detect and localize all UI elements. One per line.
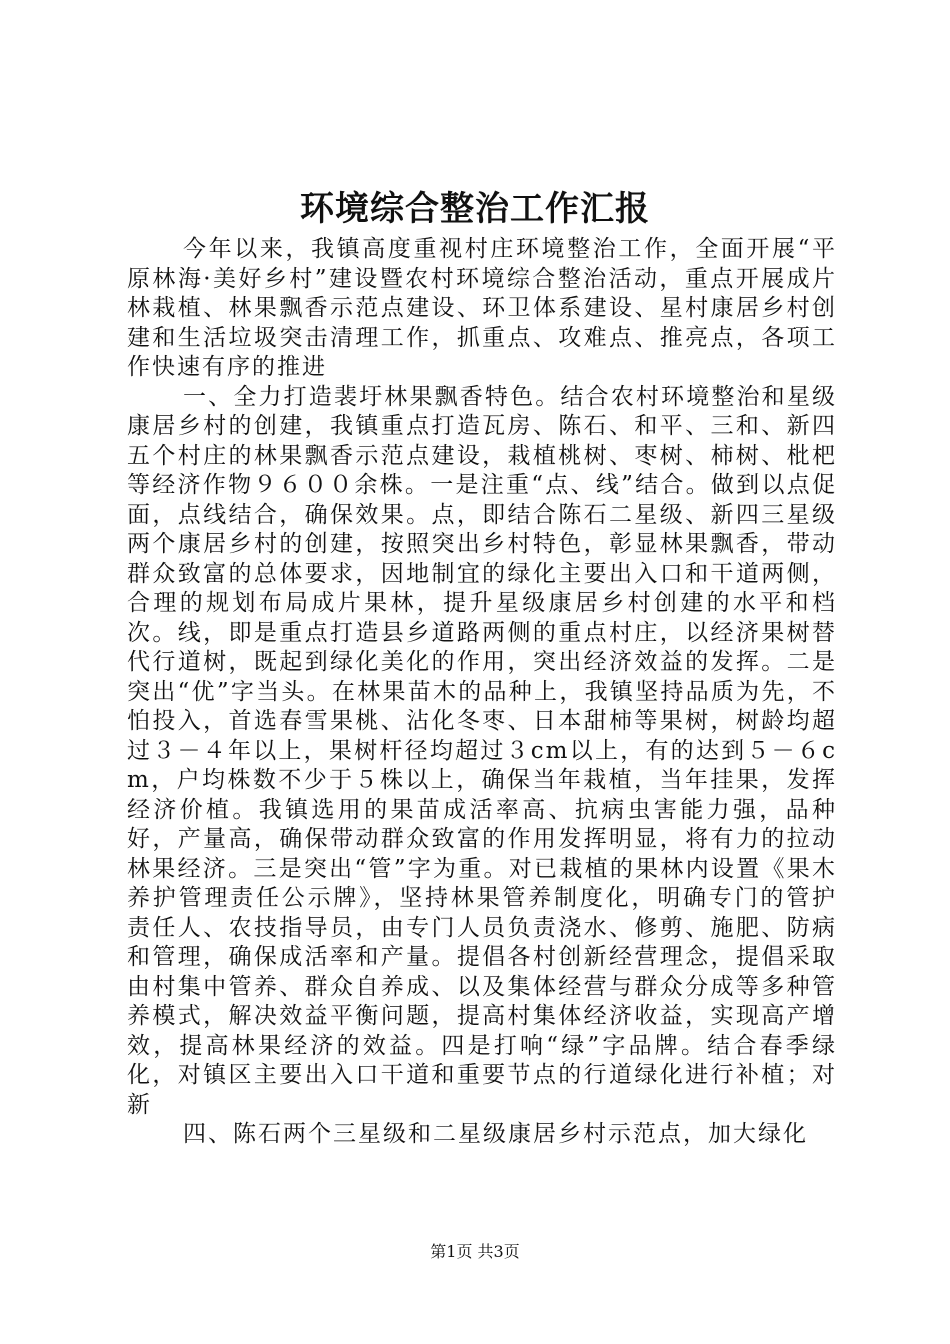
document-title: 环境综合整治工作汇报 (300, 189, 650, 229)
paragraph-section-one: 一、全力打造裴圩林果飘香特色。结合农村环境整治和星级康居乡村的创建，我镇重点打造瓦房、陈石、和平、三和、新四五个村庄的林果飘香示范点建设，栽植桃树、枣树、柿树、枇杷等经济作物９６００余株。一是注重“点、线”结合。做到以点促面，点线结合，确保效果。点，即结合陈石二星级、新四三星级两个康居乡村的创建，按照突出乡村特色，彰显林果飘香，带动群众致富的总体要求，因地制宜的绿化主要出入口和干道两侧，合理的规划布局成片果林，提升星级康居乡村创建的水平和档次。线，即是重点打造县乡道路两侧的重点村庄，以经济果树替代行道树，既起到绿化美化的作用，突出经济效益的发挥。二是突出“优”字当头。在林果苗木的品种上，我镇坚持品质为先，不怕投入，首选春雪果桃、沾化冬枣、日本甜柿等果树，树龄均超过３－４年以上，果树杆径均超过３cm以上，有的达到５－６cm，户均株数不少于５株以上，确保当年栽植，当年挂果，发挥经济价植。我镇选用的果苗成活率高、抗病虫害能力强，品种好，产量高，确保带动群众致富的作用发挥明显，将有力的拉动林果经济。三是突出“管”字为重。对已栽植的果林内设置《果木养护管理责任公示牌》，坚持林果管养制度化，明确专门的管护责任人、农技指导员，由专门人员负责浇水、修剪、施肥、防病和管理，确保成活率和产量。提倡各村创新经营理念，提倡采取由村集中管养、群众自养成、以及集体经营与群众分成等多种管养模式，解决效益平衡问题，提高村集体经济收益，实现高产增效，提高林果经济的效益。四是打响“绿”字品牌。结合春季绿化，对镇区主要出入口干道和重要节点的行道绿化进行补植；对新 (127, 383, 837, 1118)
paragraph-section-four: 四、陈石两个三星级和二星级康居乡村示范点，加大绿化 (183, 1121, 808, 1147)
paragraph-intro: 今年以来，我镇高度重视村庄环境整治工作，全面开展“平原林海·美好乡村”建设暨农村环境综合整治活动，重点开展成片林栽植、林果飘香示范点建设、环卫体系建设、星村康居乡村创建和生活垃圾突击清理工作，抓重点、攻难点、推亮点，各项工作快速有序的推进 (127, 236, 837, 380)
document-body (127, 235, 837, 1150)
page-footer: 第1页 共3页 (430, 1242, 520, 1261)
